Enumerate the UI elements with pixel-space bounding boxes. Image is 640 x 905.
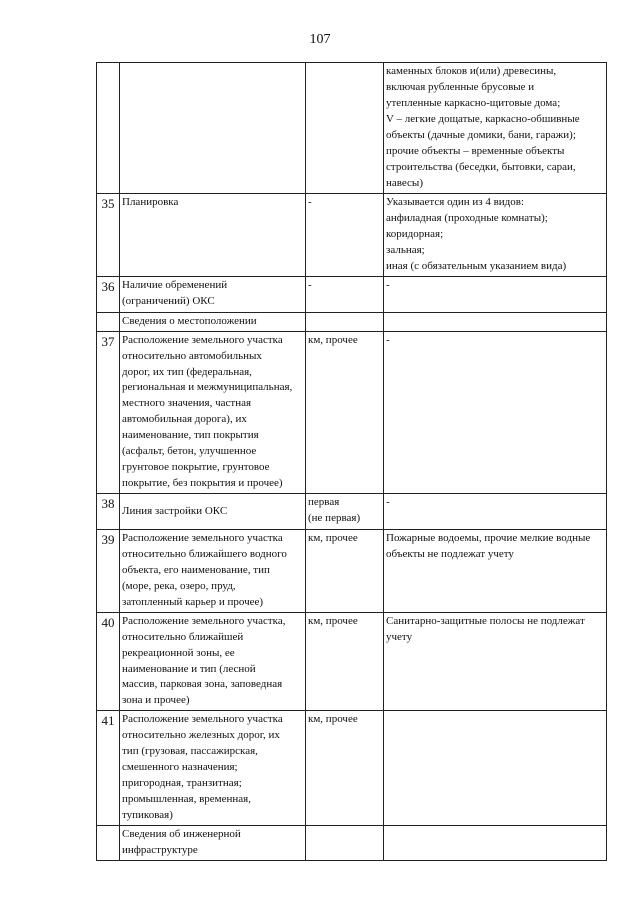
section-heading: Сведения о местоположении	[120, 312, 306, 331]
row-note	[384, 312, 607, 331]
row-number	[97, 312, 120, 331]
row-name: Линия застройки ОКС	[120, 494, 306, 530]
table-row	[97, 530, 607, 613]
row-note: -	[384, 494, 607, 530]
row-unit: -	[306, 276, 384, 312]
row-number: 40	[97, 612, 120, 711]
row-unit: км, прочее	[306, 711, 384, 826]
row-name: Расположение земельного участка относительно автомобильных дорог, их тип (федеральная, региональная и межмуниципальная, местного значения, частная автомобильная дорога), их наименование, тип покрытия (асфальт, бетон, улучшенное грунтовое покрытие, грунтовое покрытие, без покрытия и прочее)	[120, 331, 306, 493]
row-unit	[306, 825, 384, 860]
row-name: Расположение земельного участка относительно ближайшего водного объекта, его наименование, тип (море, река, озеро, пруд, затопленный карьер и прочее)	[120, 530, 306, 613]
row-number: 37	[97, 331, 120, 493]
row-number: 41	[97, 711, 120, 826]
page-number: 107	[309, 32, 331, 47]
row-unit	[306, 63, 384, 194]
row-unit: первая (не первая)	[306, 494, 384, 530]
row-note	[384, 711, 607, 826]
section-heading: Сведения об инженерной инфраструктуре	[120, 825, 306, 860]
section-row	[97, 825, 607, 860]
table-row	[97, 612, 607, 711]
row-name: Расположение земельного участка, относительно ближайшей рекреационной зоны, ее наименование и тип (лесной массив, парковая зона, заповедная зона и прочее)	[120, 612, 306, 711]
row-unit: -	[306, 194, 384, 277]
row-note: каменных блоков и(или) древесины, включая рубленные брусовые и утепленные каркасно-щитовые дома; V – легкие дощатые, каркасно-обшивные объекты (дачные домики, бани, гаражи); прочие объекты – временные объекты строительства (беседки, бытовки, сараи, навесы)	[384, 63, 607, 194]
document-table	[96, 62, 607, 861]
row-number: 36	[97, 276, 120, 312]
row-note: Указывается один из 4 видов: анфиладная (проходные комнаты); коридорная; зальная; иная (с обязательным указанием вида)	[384, 194, 607, 277]
table-row	[97, 63, 607, 194]
row-number: 35	[97, 194, 120, 277]
row-number	[97, 825, 120, 860]
row-name	[120, 63, 306, 194]
table-row	[97, 331, 607, 493]
table-row	[97, 711, 607, 826]
row-unit: км, прочее	[306, 612, 384, 711]
row-unit	[306, 312, 384, 331]
table-row	[97, 194, 607, 277]
row-note: Санитарно-защитные полосы не подлежат учету	[384, 612, 607, 711]
row-name: Наличие обременений (ограничений) ОКС	[120, 276, 306, 312]
row-number	[97, 63, 120, 194]
row-number: 38	[97, 494, 120, 530]
row-name: Планировка	[120, 194, 306, 277]
row-unit: км, прочее	[306, 331, 384, 493]
row-unit: км, прочее	[306, 530, 384, 613]
row-note: -	[384, 331, 607, 493]
section-row	[97, 312, 607, 331]
row-note: Пожарные водоемы, прочие мелкие водные объекты не подлежат учету	[384, 530, 607, 613]
row-note	[384, 825, 607, 860]
table-row	[97, 494, 607, 530]
row-name: Расположение земельного участка относительно железных дорог, их тип (грузовая, пассажирская, смешенного назначения; пригородная, транзитная; промышленная, временная, тупиковая)	[120, 711, 306, 826]
row-note: -	[384, 276, 607, 312]
table-row	[97, 276, 607, 312]
row-number: 39	[97, 530, 120, 613]
